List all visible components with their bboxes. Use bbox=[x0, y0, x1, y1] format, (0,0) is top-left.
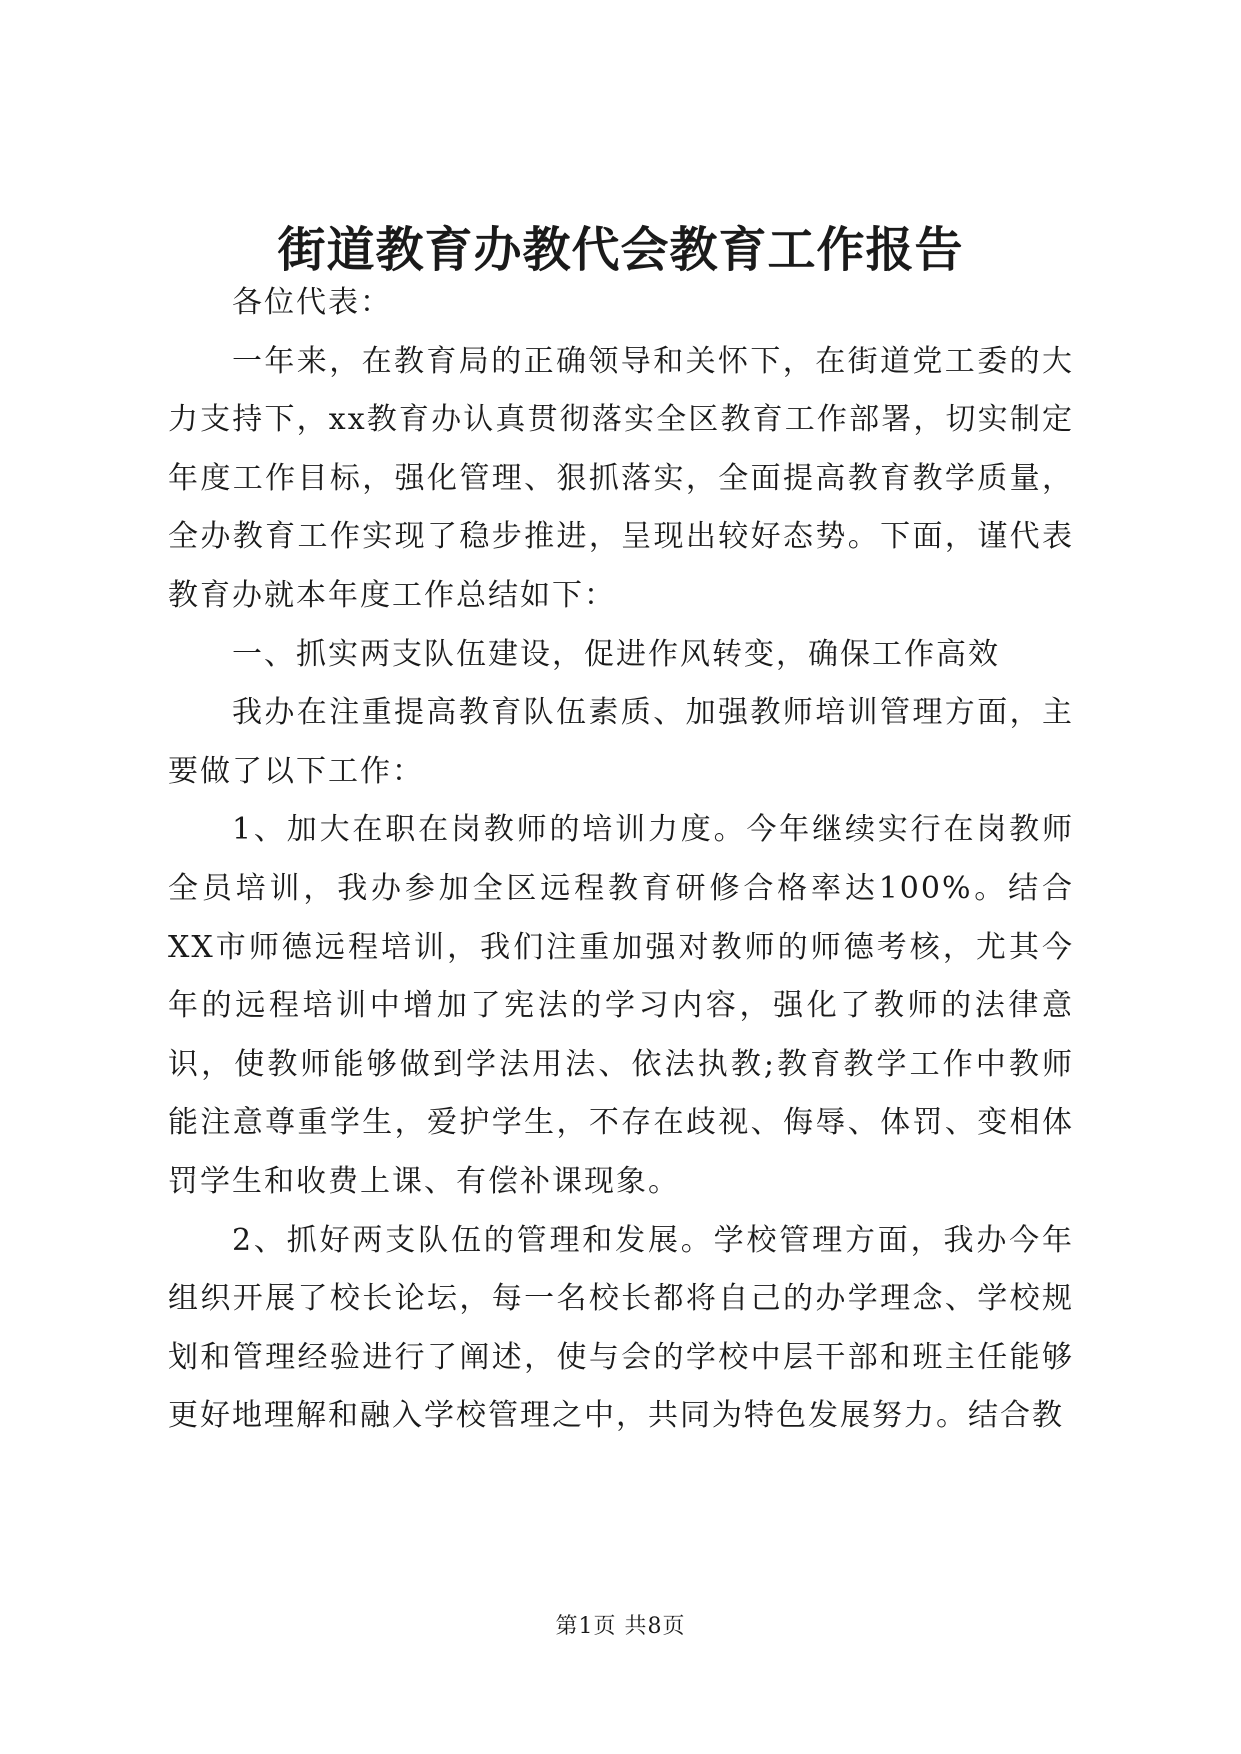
section-heading: 一、抓实两支队伍建设，促进作风转变，确保工作高效 bbox=[232, 636, 1000, 672]
section-intro-paragraph: 我办在注重提高教育队伍素质、加强教师培训管理方面，主要做了以下工作： bbox=[168, 695, 1074, 789]
page-number-footer: 第1页 共8页 bbox=[555, 1614, 686, 1639]
item-1-paragraph: 1、加大在职在岗教师的培训力度。今年继续实行在岗教师全员培训，我办参加全区远程教育研修合格率达100%。结合XX市师德远程培训，我们注重加强对教师的师德考核，尤其今年的远程培训中增加了宪法的学习内容，强化了教师的法律意识，使教师能够做到学法用法、依法执教;教育教学工作中教师能注意尊重学生，爱护学生，不存在歧视、侮辱、体罚、变相体罚学生和收费上课、有偿补课现象。 bbox=[168, 812, 1074, 1199]
salutation-paragraph: 各位代表： bbox=[232, 285, 392, 320]
document-body bbox=[168, 274, 1074, 1446]
document-title: 街道教育办教代会教育工作报告 bbox=[277, 222, 964, 278]
item-2-paragraph: 2、抓好两支队伍的管理和发展。学校管理方面，我办今年组织开展了校长论坛，每一名校长都将自己的办学理念、学校规划和管理经验进行了阐述，使与会的学校中层干部和班主任能够更好地理解和融入学校管理之中，共同为特色发展努力。结合教 bbox=[168, 1222, 1074, 1434]
intro-paragraph: 一年来，在教育局的正确领导和关怀下，在街道党工委的大力支持下，xx教育办认真贯彻落实全区教育工作部署，切实制定年度工作目标，强化管理、狠抓落实，全面提高教育教学质量，全办教育工作实现了稳步推进，呈现出较好态势。下面，谨代表教育办就本年度工作总结如下： bbox=[168, 343, 1074, 613]
